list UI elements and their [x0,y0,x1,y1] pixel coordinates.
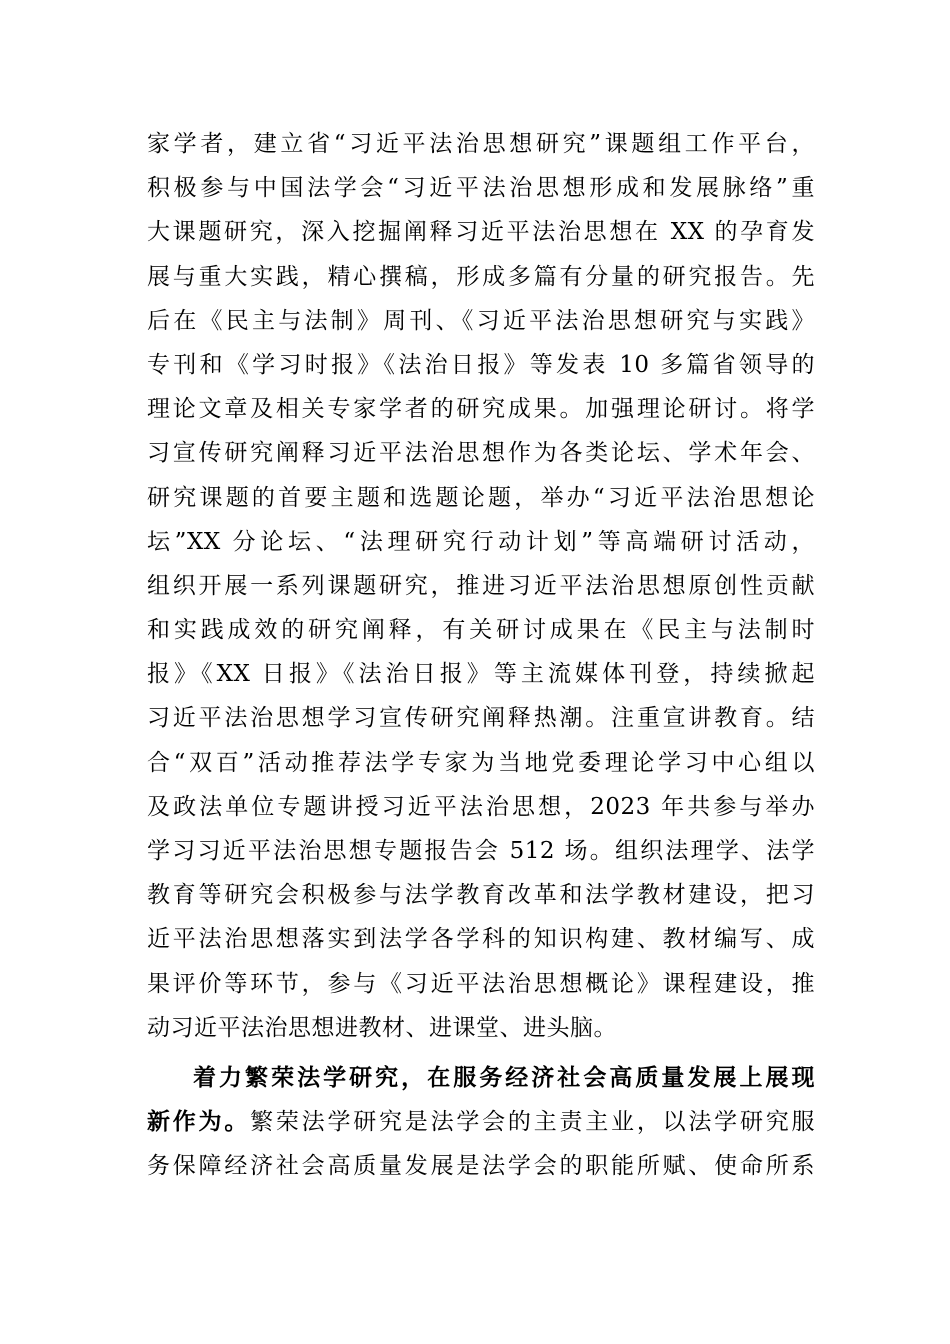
paragraph-1 [147,122,815,1050]
text-line: 后在《民主与法制》周刊、《习近平法治思想研究与实践》 [147,307,815,334]
text-line: 果评价等环节，参与《习近平法治思想概论》课程建设，推 [147,970,815,997]
text-line: 近平法治思想落实到法学各学科的知识构建、教材编写、成 [147,926,815,953]
text-line: 研究课题的首要主题和选题论题，举办“习近平法治思想论 [147,484,815,511]
text-line: 大课题研究，深入挖掘阐释习近平法治思想在 XX 的孕育发 [147,219,815,246]
text-line: 学习习近平法治思想专题报告会 512 场。组织法理学、法学 [147,838,815,864]
paragraph-heading-end: 新作为。 [147,1109,251,1136]
text-line: 习近平法治思想学习宣传研究阐释热潮。注重宣讲教育。结 [147,705,815,732]
text-line: 务保障经济社会高质量发展是法学会的职能所赋、使命所系 [147,1153,815,1180]
text-line-rest: 繁荣法学研究是法学会的主责主业，以法学研究服 [250,1109,816,1136]
text-line: 合“双百”活动推荐法学专家为当地党委理论学习中心组以 [147,749,815,776]
text-line: 报》《XX 日报》《法治日报》等主流媒体刊登，持续掀起 [147,661,815,688]
text-line: 理论文章及相关专家学者的研究成果。加强理论研讨。将学 [147,396,815,423]
text-line: 专刊和《学习时报》《法治日报》等发表 10 多篇省领导的 [147,351,815,378]
text-line: 教育等研究会积极参与法学教育改革和法学教材建设，把习 [147,882,815,909]
text-line: 和实践成效的研究阐释，有关研讨成果在《民主与法制时 [147,617,815,644]
text-line: 习宣传研究阐释习近平法治思想作为各类论坛、学术年会、 [147,440,815,467]
text-line: 积极参与中国法学会“习近平法治思想形成和发展脉络”重 [147,175,815,202]
paragraph-heading: 着力繁荣法学研究，在服务经济社会高质量发展上展现 [193,1064,815,1091]
text-line: 组织开展一系列课题研究，推进习近平法治思想原创性贡献 [147,572,815,599]
text-line [147,1100,815,1144]
paragraph-2 [147,1056,815,1189]
text-line: 坛”XX 分论坛、“法理研究行动计划”等高端研讨活动， [147,528,815,555]
text-line: 及政法单位专题讲授习近平法治思想，2023 年共参与举办 [147,793,815,820]
text-line: 动习近平法治思想进教材、进课堂、进头脑。 [147,1014,617,1041]
text-line: 展与重大实践，精心撰稿，形成多篇有分量的研究报告。先 [147,263,815,290]
text-line: 家学者，建立省“习近平法治思想研究”课题组工作平台， [147,131,815,157]
document-body [147,122,815,1189]
